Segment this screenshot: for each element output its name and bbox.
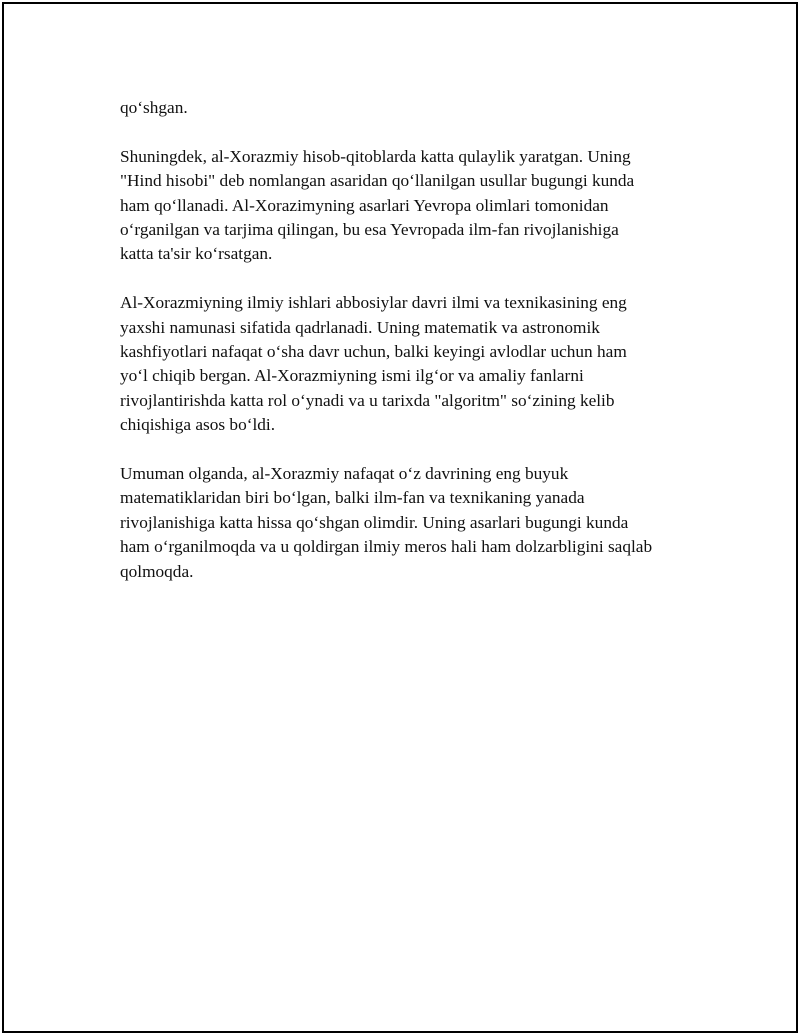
paragraph-conclusion <box>120 462 710 584</box>
text-line: ham o‘rganilmoqda va u qoldirgan ilmiy meros hali ham dolzarbligini saqlab <box>120 537 653 557</box>
text-line: qo‘shgan. <box>120 98 188 117</box>
text-line: o‘rganilgan va tarjima qilingan, bu esa Yevropada ilm-fan rivojlanishiga <box>120 220 619 240</box>
paragraph-continuation <box>120 96 710 120</box>
text-line: Al-Xorazmiyning ilmiy ishlari abbosiylar davri ilmi va texnikasining eng <box>120 293 627 313</box>
document-body <box>120 96 710 608</box>
text-line: Shuningdek, al-Xorazmiy hisob-qitoblarda katta qulaylik yaratgan. Uning <box>120 146 631 166</box>
text-line: "Hind hisobi" deb nomlangan asaridan qo‘llanilgan usullar bugungi kunda <box>120 171 635 191</box>
paragraph-ilmiy-ishlari <box>120 291 710 437</box>
text-line: kashfiyotlari nafaqat o‘sha davr uchun, balki keyingi avlodlar uchun ham <box>120 342 627 362</box>
text-line: Umuman olganda, al-Xorazmiy nafaqat o‘z davrining eng buyuk <box>120 464 569 484</box>
text-line: rivojlantirishda katta rol o‘ynadi va u tarixda "algoritm" so‘zining kelib <box>120 390 615 410</box>
text-line: chiqishiga asos bo‘ldi. <box>120 415 276 435</box>
text-line: matematiklaridan biri bo‘lgan, balki ilm-fan va texnikaning yanada <box>120 488 585 508</box>
text-line: rivojlanishiga katta hissa qo‘shgan olimdir. Uning asarlari bugungi kunda <box>120 512 629 532</box>
text-line: yo‘l chiqib bergan. Al-Xorazmiyning ismi ilg‘or va amaliy fanlarni <box>120 366 584 386</box>
text-line: yaxshi namunasi sifatida qadrlanadi. Uning matematik va astronomik <box>120 317 600 337</box>
paragraph-hind-hisobi <box>120 145 710 267</box>
text-line: ham qo‘llanadi. Al-Xorazimyning asarlari Yevropa olimlari tomonidan <box>120 195 609 215</box>
text-line: qolmoqda. <box>120 561 194 581</box>
text-line: katta ta'sir ko‘rsatgan. <box>120 244 273 264</box>
document-page <box>2 2 798 1033</box>
